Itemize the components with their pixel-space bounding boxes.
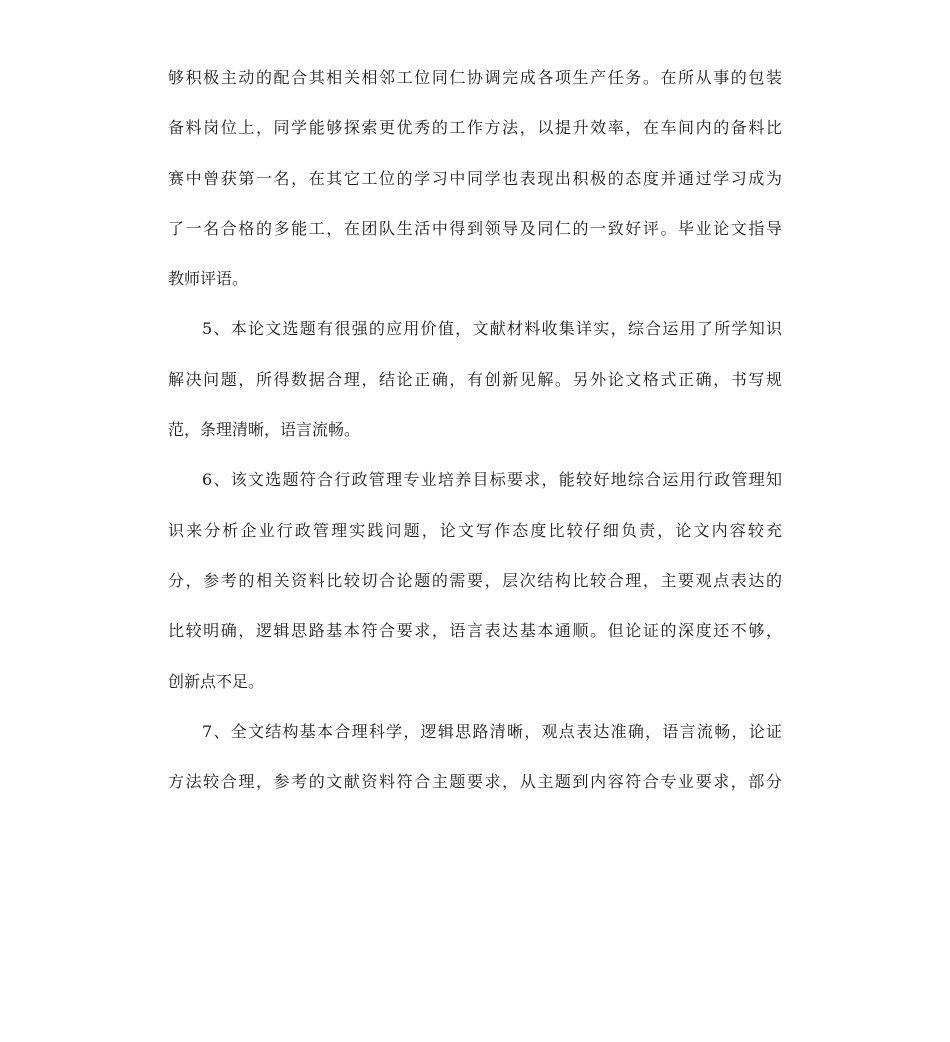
text-line: 解决问题，所得数据合理，结论正确，有创新见解。另外论文格式正确，书写规: [168, 369, 782, 389]
text-line: 方法较合理，参考的文献资料符合主题要求，从主题到内容符合专业要求，部分: [168, 772, 782, 792]
paragraph-item-5: [168, 313, 782, 464]
text-line: 范，条理清晰，语言流畅。: [168, 420, 361, 440]
paragraph-item-7: [168, 716, 782, 817]
text-line: 识来分析企业行政管理实践问题，论文写作态度比较仔细负责，论文内容较充: [168, 520, 782, 540]
text-line: 比较明确，逻辑思路基本符合要求，语言表达基本通顺。但论证的深度还不够，: [168, 621, 782, 641]
text-line: 赛中曾获第一名，在其它工位的学习中同学也表现出积极的态度并通过学习成为: [168, 168, 782, 188]
paragraph-item-6: [168, 464, 782, 715]
text-line: 分，参考的相关资料比较切合论题的需要，层次结构比较合理，主要观点表达的: [168, 570, 782, 590]
text-line: 5、本论文选题有很强的应用价值，文献材料收集详实，综合运用了所学知识: [202, 319, 782, 339]
text-line: 了一名合格的多能工，在团队生活中得到领导及同仁的一致好评。毕业论文指导: [168, 218, 782, 238]
text-line: 教师评语。: [168, 269, 249, 289]
text-line: 够积极主动的配合其相关相邻工位同仁协调完成各项生产任务。在所从事的包装: [168, 68, 782, 87]
text-line: 6、该文选题符合行政管理专业培养目标要求，能较好地综合运用行政管理知: [202, 470, 782, 490]
text-line: 7、全文结构基本合理科学，逻辑思路清晰，观点表达准确，语言流畅，论证: [202, 721, 782, 741]
paragraph-continuation: [168, 62, 782, 313]
text-line: 备料岗位上，同学能够探索更优秀的工作方法，以提升效率，在车间内的备料比: [168, 118, 782, 138]
document-body: [168, 62, 782, 816]
text-line: 创新点不足。: [168, 671, 265, 691]
